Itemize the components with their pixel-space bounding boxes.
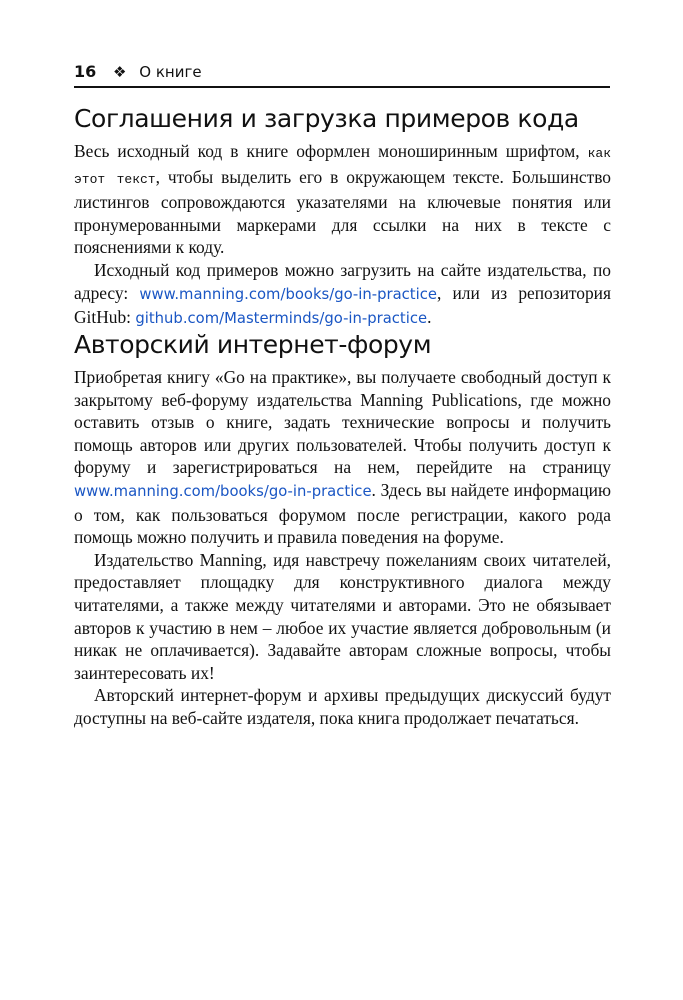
paragraph-text: , или из репозитория GitHub: [74,282,611,328]
manning-book-link[interactable]: www.manning.com/books/go-in-practice [139,285,437,303]
paragraph-text: Весь исходный код в книге оформлен моноширинным шрифтом, [74,141,588,161]
paragraph-text: Приобретая книгу «Go на практике», вы получаете свободный доступ к закрытому веб-форуму издательства Manning Publications, где можно оставить отзыв о книге, задать технические вопросы и получить помощь авторов или других пользователей. Чтобы получить доступ к форуму и зарегистрироваться на нем, перейдите на страницу [74,367,611,478]
github-repo-link[interactable]: github.com/Masterminds/go-in-practice [135,310,428,328]
monospace-sample: как этот текст [74,146,611,187]
section-conventions-body [74,140,611,331]
paragraph-text: . Здесь вы найдете информацию о том, как пользоваться форумом после регистрации, какого рода помощь можно получить и правила поведения на форуме. [74,479,611,548]
section-heading-conventions: Соглашения и загрузка примеров кода [74,104,579,133]
manning-forum-link[interactable]: www.manning.com/books/go-in-practice [74,482,372,500]
paragraph [74,366,611,549]
diamond-ornament-icon: ❖ [113,63,127,81]
page-number: 16 [74,62,97,81]
section-heading-forum: Авторский интернет-форум [74,330,432,359]
paragraph: Авторский интернет-форум и архивы предыдущих дискуссий будут доступны на веб-сайте издателя, пока книга продолжает печататься. [74,685,611,728]
running-header [74,62,610,88]
paragraph-text: . [427,307,432,328]
running-header-title: О книге [139,63,202,81]
paragraph: Издательство Manning, идя навстречу пожеланиям своих читателей, предоставляет площадку для конструктивного диалога между читателями, а также между читателями и авторами. Это не обязывает авторов к участию в нем – любое их участие является добровольным (и никак не оплачивается). Задавайте авторам сложные вопросы, чтобы заинтересовать их! [74,549,611,683]
paragraph-text: , чтобы выделить его в окружающем тексте. Большинство листингов сопровождаются указателями на ключевые понятия или пронумерованными маркерами для ссылки на них в тексте с пояснениями к коду. [74,166,611,258]
section-forum-body [74,366,611,730]
paragraph-text: Исходный код примеров можно загрузить на сайте издательства, по адресу: [74,259,611,303]
paragraph [74,140,611,259]
paragraph [74,259,611,331]
